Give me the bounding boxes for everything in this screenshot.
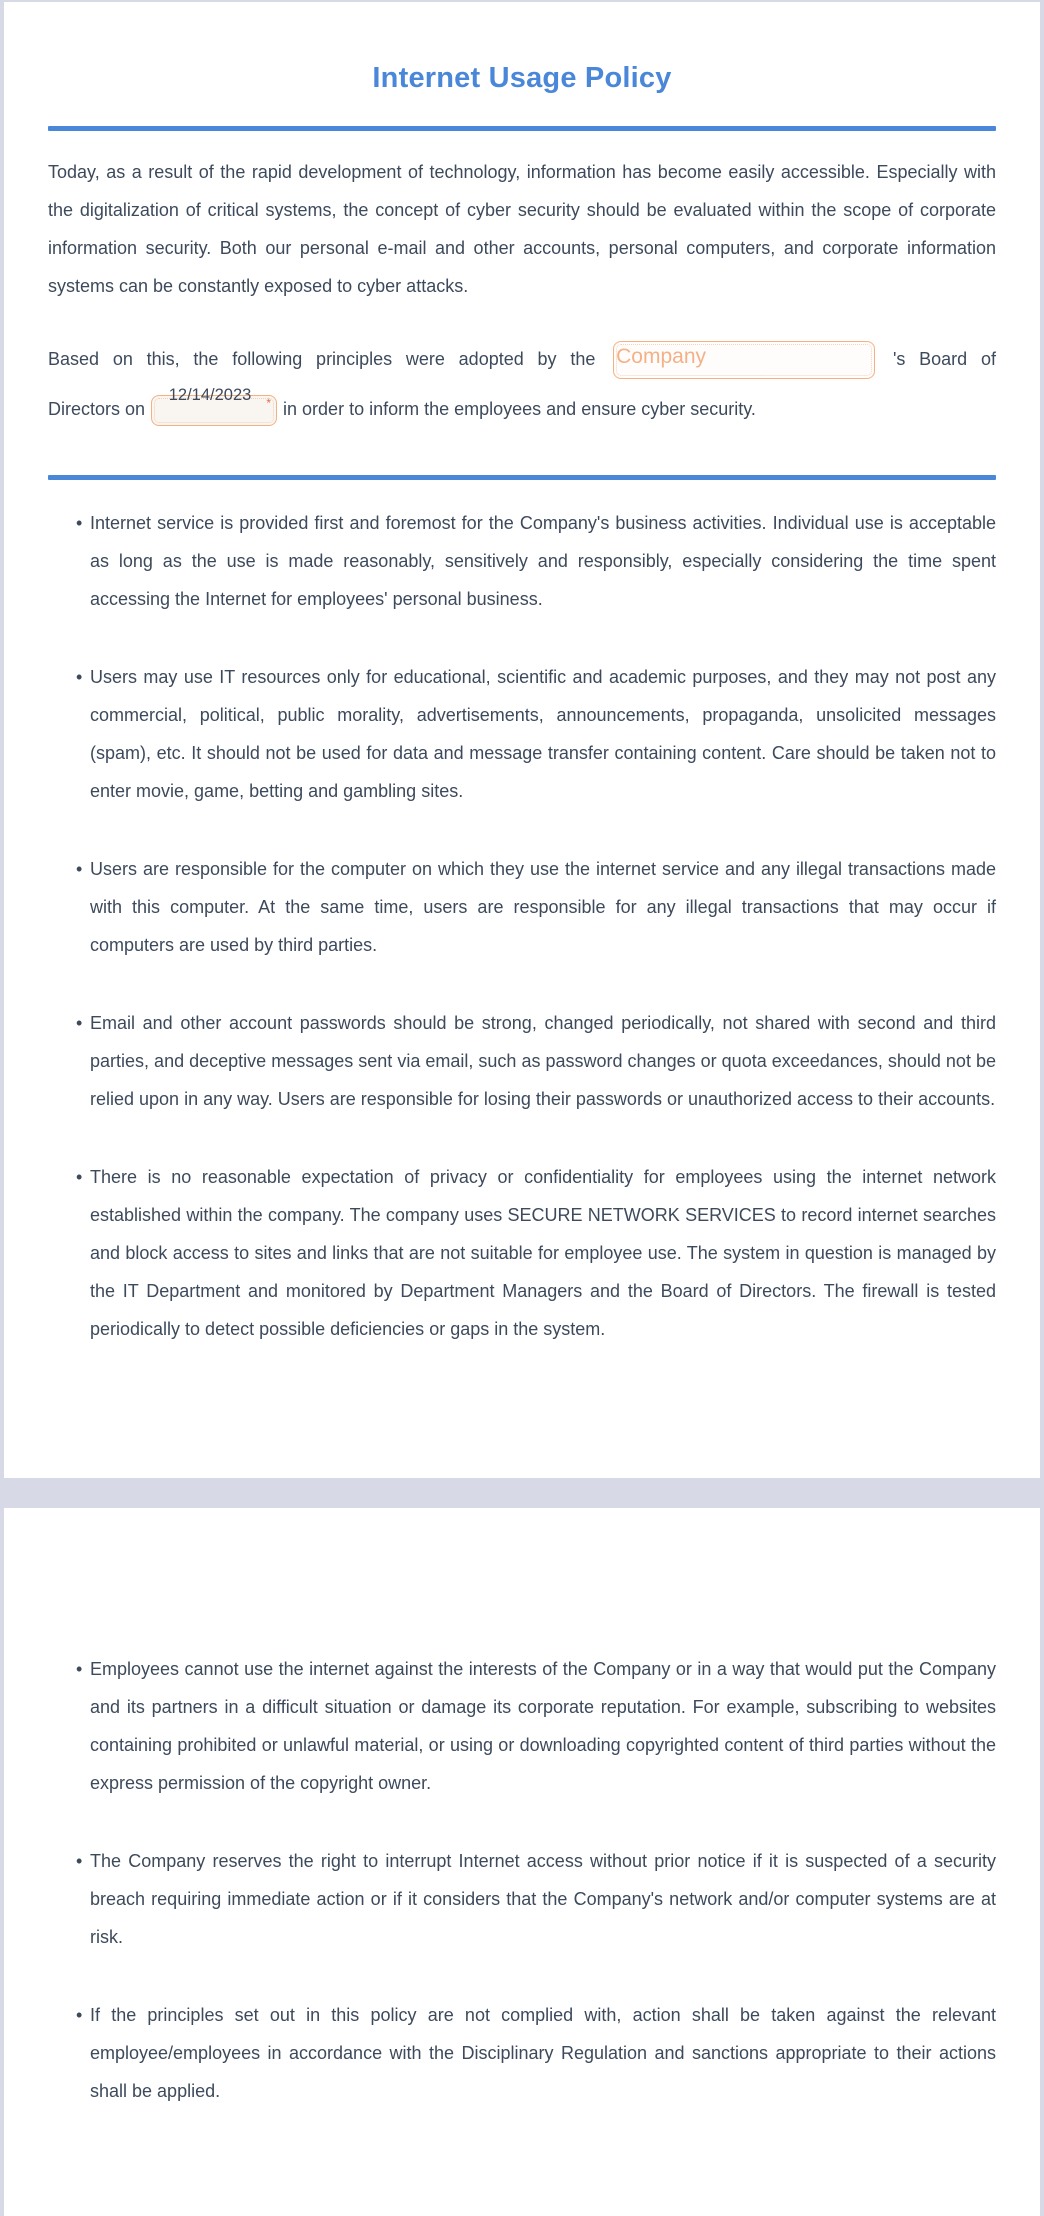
page-break (4, 1478, 1040, 1508)
adoption-text-before-company: Based on this, the following principles were adopted by the (48, 349, 596, 369)
policy-page-1 (4, 2, 1040, 1478)
date-value: 12/14/2023 (168, 385, 252, 404)
policy-list-page-1 (48, 504, 996, 1348)
policy-list-page-2 (48, 1650, 996, 2110)
policy-item: • Users are responsible for the computer on which they use the internet service and any illegal transactions made with this computer. At the same time, users are responsible for any illegal transactions that may occur if computers are used by third parties. (76, 850, 996, 964)
title-divider (48, 126, 996, 131)
policy-item: • There is no reasonable expectation of privacy or confidentiality for employees using the internet network established within the company. The company uses SECURE NETWORK SERVICES to record internet searches and block access to sites and links that are not suitable for employee use. The system in question is managed by the IT Department and monitored by Department Managers and the Board of Directors. The firewall is tested periodically to detect possible deficiencies or gaps in the system. (76, 1158, 996, 1348)
company-name-input[interactable] (613, 341, 875, 379)
policy-item: • Internet service is provided first and foremost for the Company's business activities. Individual use is acceptable as long as the use is made reasonably, sensitively and responsibly, especially considering the time spent accessing the Internet for employees' personal business. (76, 504, 996, 618)
adoption-text-before-date: Directors on (48, 399, 146, 419)
adoption-paragraph (48, 335, 996, 431)
page-title: Internet Usage Policy (372, 62, 672, 94)
adoption-line-2 (48, 387, 996, 431)
adoption-line-1 (48, 335, 996, 383)
date-input[interactable] (151, 385, 277, 426)
intro-paragraph: Today, as a result of the rapid development of technology, information has become easily accessible. Especially with the digitalization of critical systems, the concept of cyber security should be evaluated within the scope of corporate information security. Both our personal e-mail and other accounts, personal computers, and corporate information systems can be constantly exposed to cyber attacks. (48, 162, 996, 296)
policy-item: • If the principles set out in this policy are not complied with, action shall be taken against the relevant employee/employees in accordance with the Disciplinary Regulation and sanctions appropriate to their actions shall be applied. (76, 1996, 996, 2110)
policy-item: • The Company reserves the right to interrupt Internet access without prior notice if it is suspected of a security breach requiring immediate action or if it considers that the Company's network and/or computer systems are at risk. (76, 1842, 996, 1956)
section-divider (48, 475, 996, 480)
policy-page-2 (4, 1508, 1040, 2216)
adoption-text-after-company: 's Board of (892, 349, 996, 369)
policy-item: • Users may use IT resources only for educational, scientific and academic purposes, and they may not post any commercial, political, public morality, advertisements, announcements, propaganda, unsolicited messages (spam), etc. It should not be used for data and message transfer containing content. Care should be taken not to enter movie, game, betting and gambling sites. (76, 658, 996, 810)
policy-item: • Employees cannot use the internet against the interests of the Company or in a way that would put the Company and its partners in a difficult situation or damage its corporate reputation. For example, subscribing to websites containing prohibited or unlawful material, or using or downloading copyrighted content of third parties without the express permission of the copyright owner. (76, 1650, 996, 1802)
policy-item: • Email and other account passwords should be strong, changed periodically, not shared with second and third parties, and deceptive messages sent via email, such as password changes or quota exceedances, should not be relied upon in any way. Users are responsible for losing their passwords or unauthorized access to their accounts. (76, 1004, 996, 1118)
adoption-text-after-date: in order to inform the employees and ensure cyber security. (283, 399, 756, 419)
required-asterisk: * (266, 395, 272, 410)
